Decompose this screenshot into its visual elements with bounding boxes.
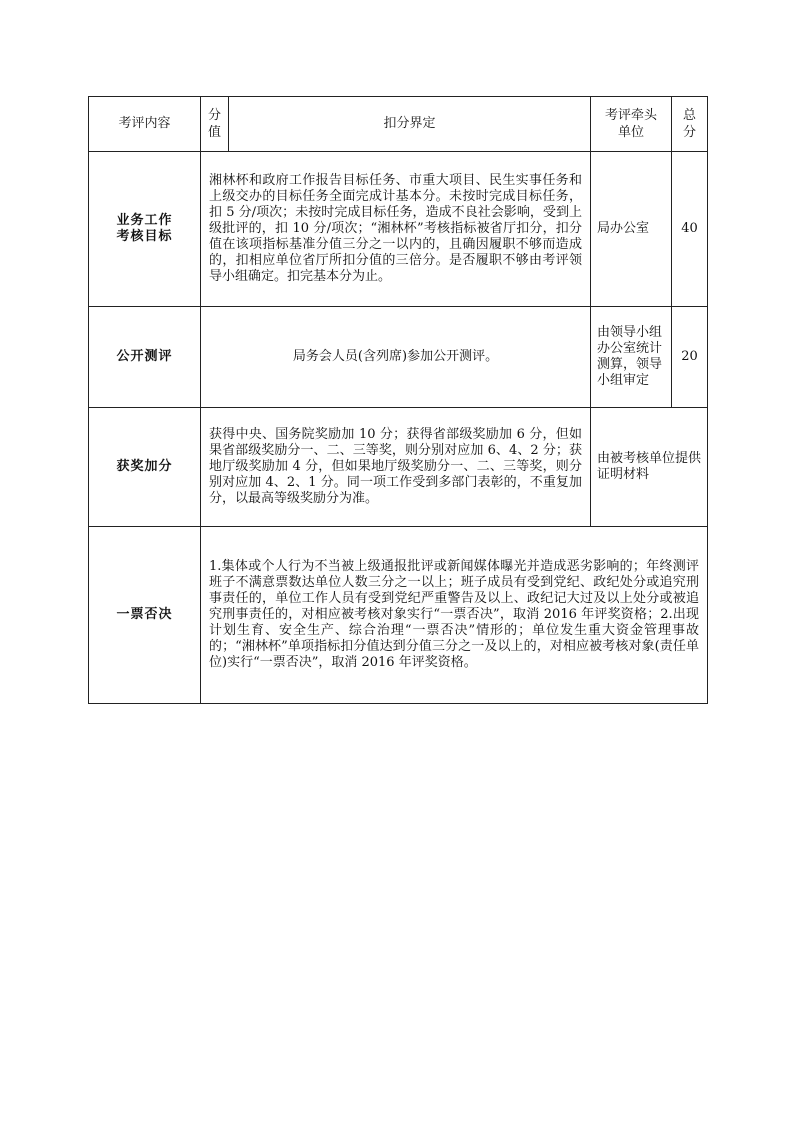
lead-unit-cell: 局办公室: [591, 152, 672, 307]
header-value: 分 值: [201, 97, 229, 152]
criteria-cell: 局务会人员(含列席)参加公开测评。: [201, 307, 591, 408]
criteria-cell: 湘林杯和政府工作报告目标任务、市重大项目、民生实事任务和上级交办的目标任务全面完成计基本分。未按时完成目标任务，扣 5 分/项次；未按时完成目标任务，造成不良社会影响，受到上级批评的，扣 10 分/项次；“湘林杯”考核指标被省厅扣分，扣分值在该项指标基准分值三分之一以内的，且确因履职不够而造成的，扣相应单位省厅所扣分值的三倍分。是否履职不够由考评领导小组确定。扣完基本分为止。: [201, 152, 591, 307]
lead-unit-cell: 由领导小组办公室统计测算，领导小组审定: [591, 307, 672, 408]
category-cell: 业务工作 考核目标: [89, 152, 201, 307]
total-score-cell: 20: [672, 307, 708, 408]
header-content: 考评内容: [89, 97, 201, 152]
table-row: [89, 527, 708, 704]
table-header-row: [89, 97, 708, 152]
criteria-cell: 获得中央、国务院奖励加 10 分；获得省部级奖励加 6 分，但如果省部级奖励分一、二、三等奖，则分别对应加 6、4、2 分；获地厅级奖励加 4 分，但如果地厅级奖励分一、二、三等奖，则分别对应加 4、2、1 分。同一项工作受到多部门表彰的，不重复加分，以最高等级奖励分为准。: [201, 408, 591, 527]
header-lead-unit: 考评牵头 单位: [591, 97, 672, 152]
category-cell: 公开测评: [89, 307, 201, 408]
table-row: [89, 307, 708, 408]
category-cell: 获奖加分: [89, 408, 201, 527]
header-total: 总 分: [672, 97, 708, 152]
criteria-cell: 1.集体或个人行为不当被上级通报批评或新闻媒体曝光并造成恶劣影响的；年终测评班子不满意票数达单位人数三分之一以上；班子成员有受到党纪、政纪处分或追究刑事责任的，单位工作人员有受到党纪严重警告及以上、政纪记大过及以上处分或被追究刑事责任的，对相应被考核对象实行“一票否决”，取消 2016 年评奖资格；2.出现计划生育、安全生产、综合治理“一票否决”情形的；单位发生重大资金管理事故的；“湘林杯”单项指标扣分值达到分值三分之一及以上的，对相应被考核对象(责任单位)实行“一票否决”，取消 2016 年评奖资格。: [201, 527, 708, 704]
table-row: [89, 408, 708, 527]
evaluation-table: [88, 96, 708, 704]
category-cell: 一票否决: [89, 527, 201, 704]
table-row: [89, 152, 708, 307]
header-criteria: 扣分界定: [229, 97, 591, 152]
total-score-cell: 40: [672, 152, 708, 307]
lead-unit-cell: 由被考核单位提供证明材料: [591, 408, 708, 527]
